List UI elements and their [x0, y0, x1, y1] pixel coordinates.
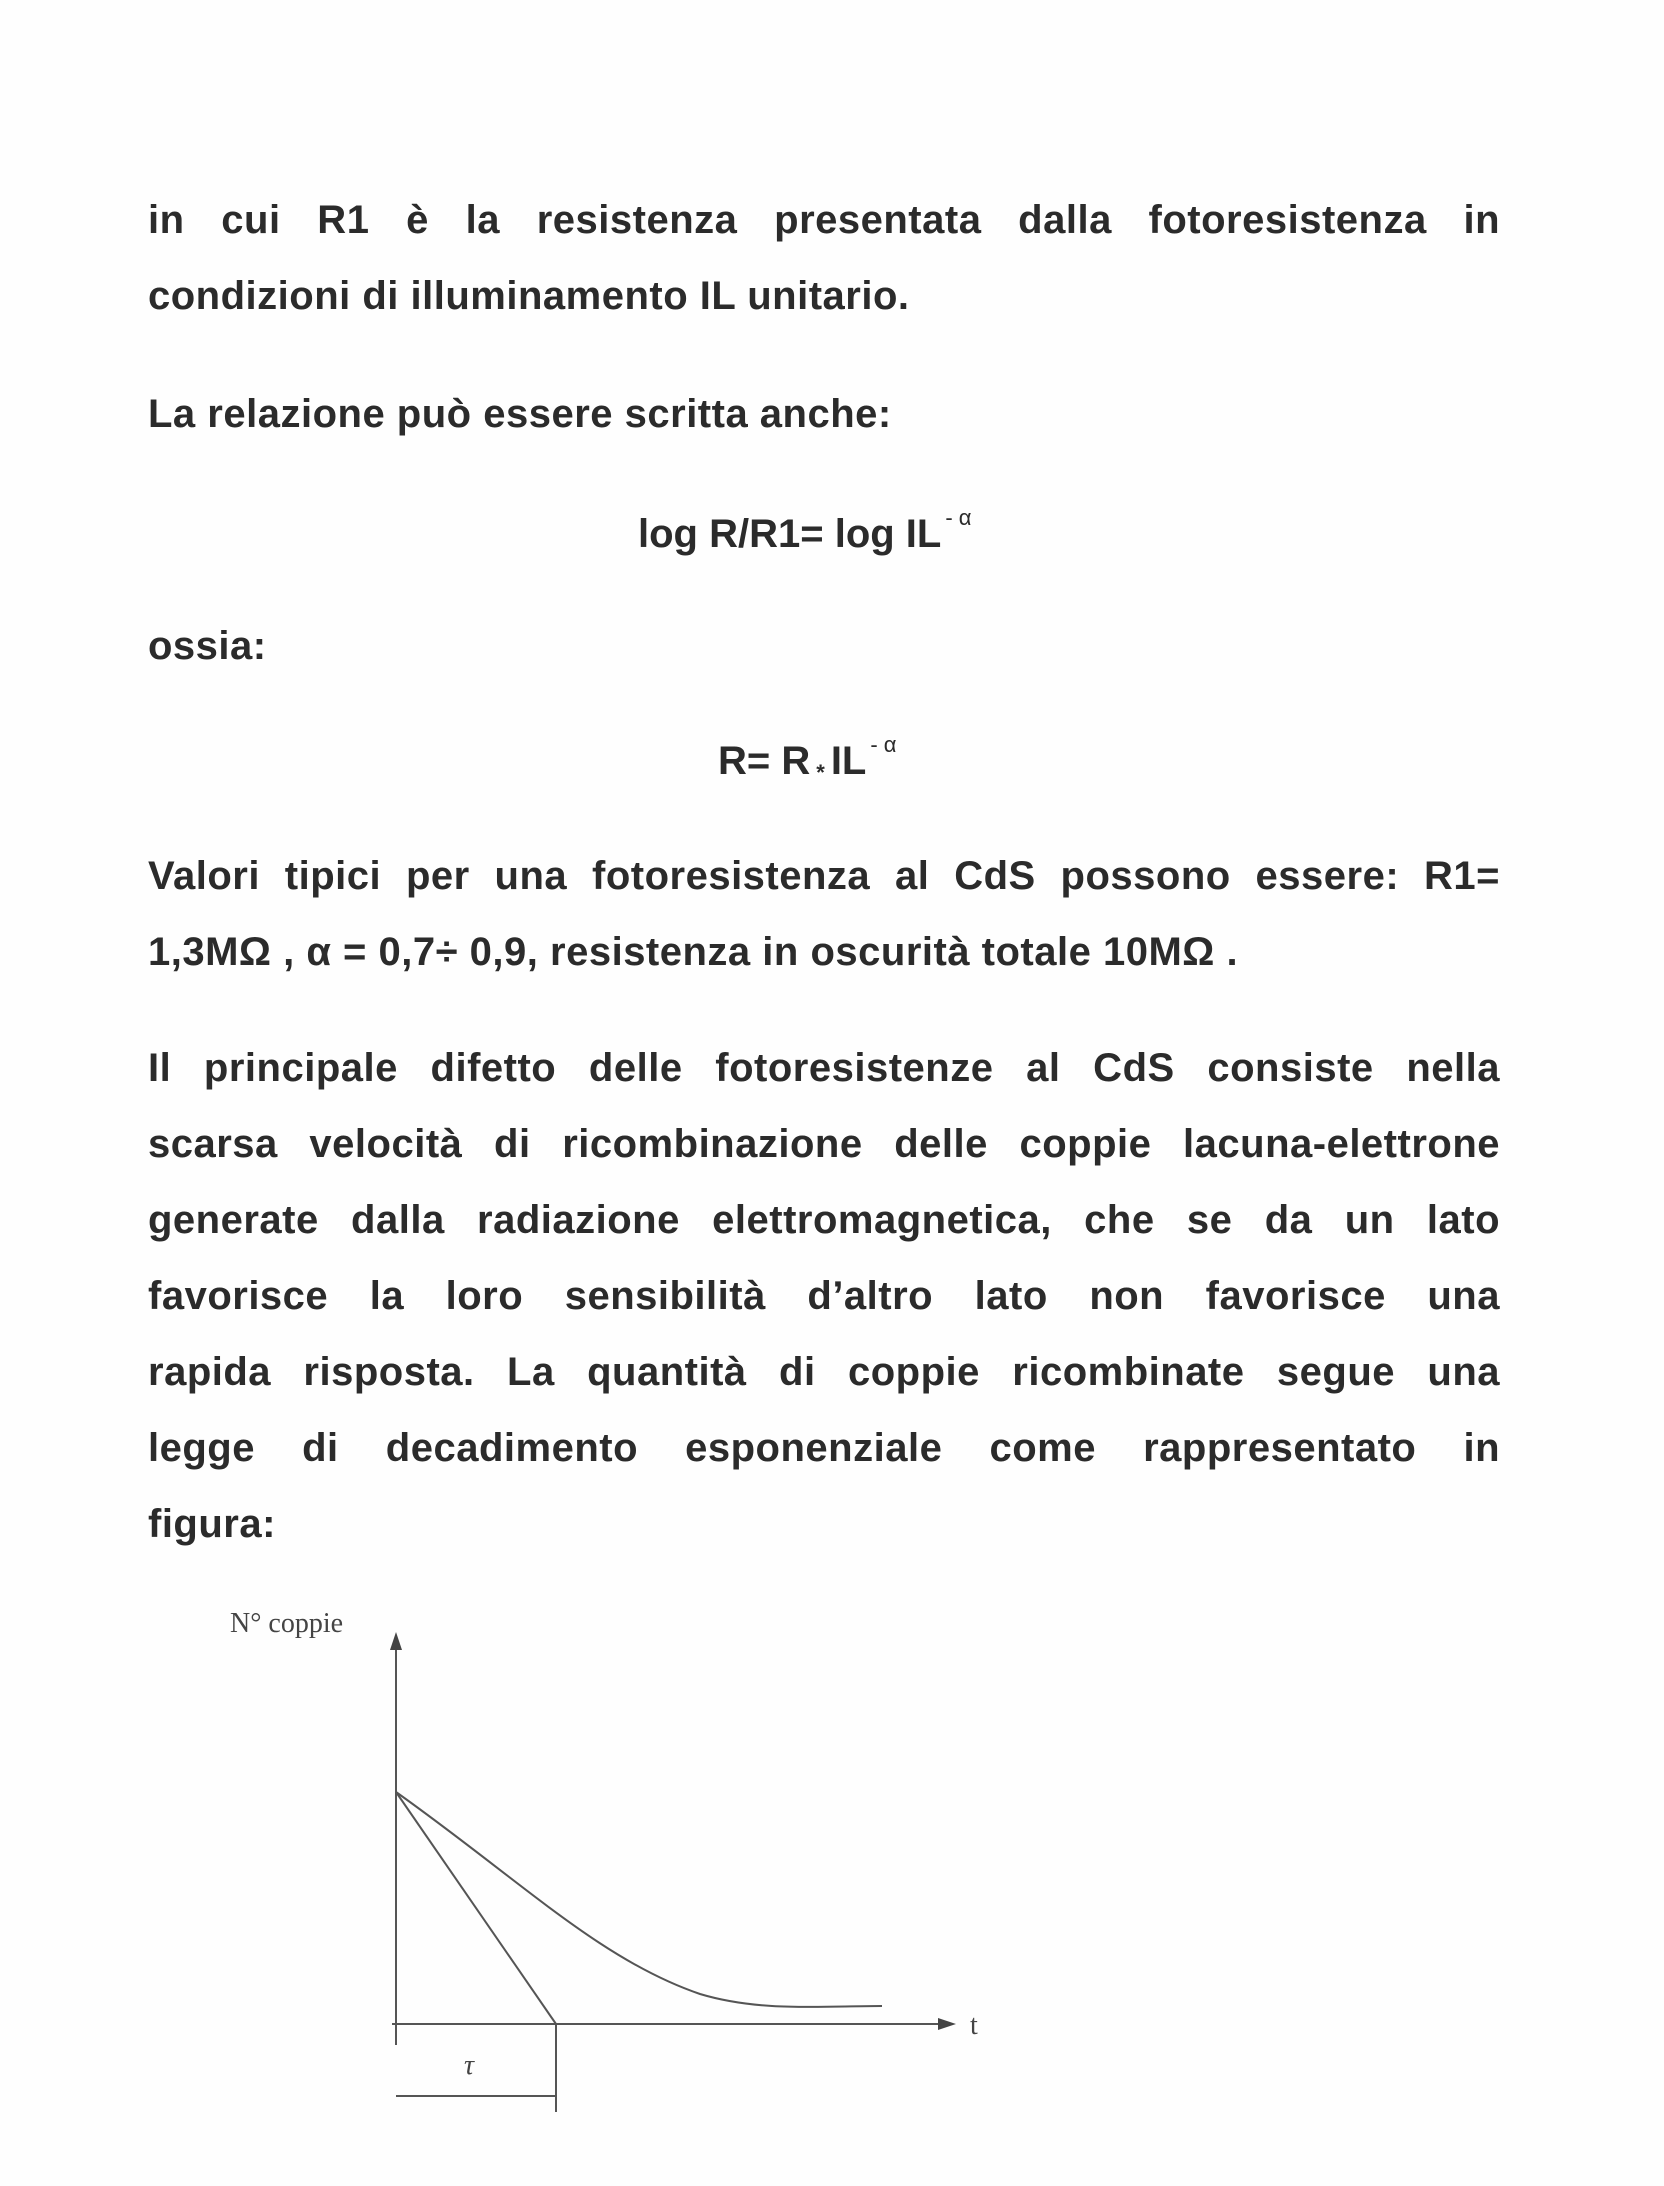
formula-log-ratio-exponent: - α — [945, 505, 972, 530]
paragraph-3-line-1: ossia: — [148, 624, 267, 668]
paragraph-5-line-4: favorisce la loro sensibilità d’altro lato non favorisce una — [148, 1274, 1500, 1318]
tau-label: τ — [464, 2050, 475, 2081]
paragraph-4-line-2: 1,3MΩ , α = 0,7÷ 0,9, resistenza in oscurità totale 10MΩ . — [148, 930, 1239, 974]
paragraph-1-line-2: condizioni di illuminamento IL unitario. — [148, 274, 910, 318]
y-axis-arrow-icon — [390, 1632, 402, 1650]
formula-log-ratio-base: log R/R1= log IL — [638, 512, 942, 556]
formula-resistance-star: * — [816, 760, 825, 785]
paragraph-5-line-3: generate dalla radiazione elettromagnetica, che se da un lato — [148, 1198, 1500, 1242]
x-axis-arrow-icon — [938, 2018, 956, 2030]
paragraph-5-line-2: scarsa velocità di ricombinazione delle coppie lacuna-elettrone — [148, 1122, 1500, 1166]
formula-resistance-right: IL — [830, 739, 867, 783]
decay-curve — [396, 1792, 882, 2007]
paragraph-4-line-1: Valori tipici per una fotoresistenza al CdS possono essere: R1= — [148, 854, 1500, 898]
paragraph-1-line-1: in cui R1 è la resistenza presentata dalla fotoresistenza in — [148, 198, 1500, 242]
tangent-line — [396, 1792, 556, 2024]
paragraph-5-line-6: legge di decadimento esponenziale come rappresentato in — [148, 1426, 1500, 1470]
paragraph-5-line-5: rapida risposta. La quantità di coppie ricombinate segue una — [148, 1350, 1500, 1394]
x-axis-label: t — [970, 2010, 978, 2041]
y-axis-label: N° coppie — [230, 1608, 344, 1639]
formula-resistance-exponent: - α — [870, 732, 897, 757]
formula-resistance-left: R= R — [718, 739, 811, 783]
paragraph-2-line-1: La relazione può essere scritta anche: — [148, 392, 892, 436]
paragraph-5-line-1: Il principale difetto delle fotoresistenze al CdS consiste nella — [148, 1046, 1500, 1090]
paragraph-5-line-7: figura: — [148, 1502, 276, 1546]
